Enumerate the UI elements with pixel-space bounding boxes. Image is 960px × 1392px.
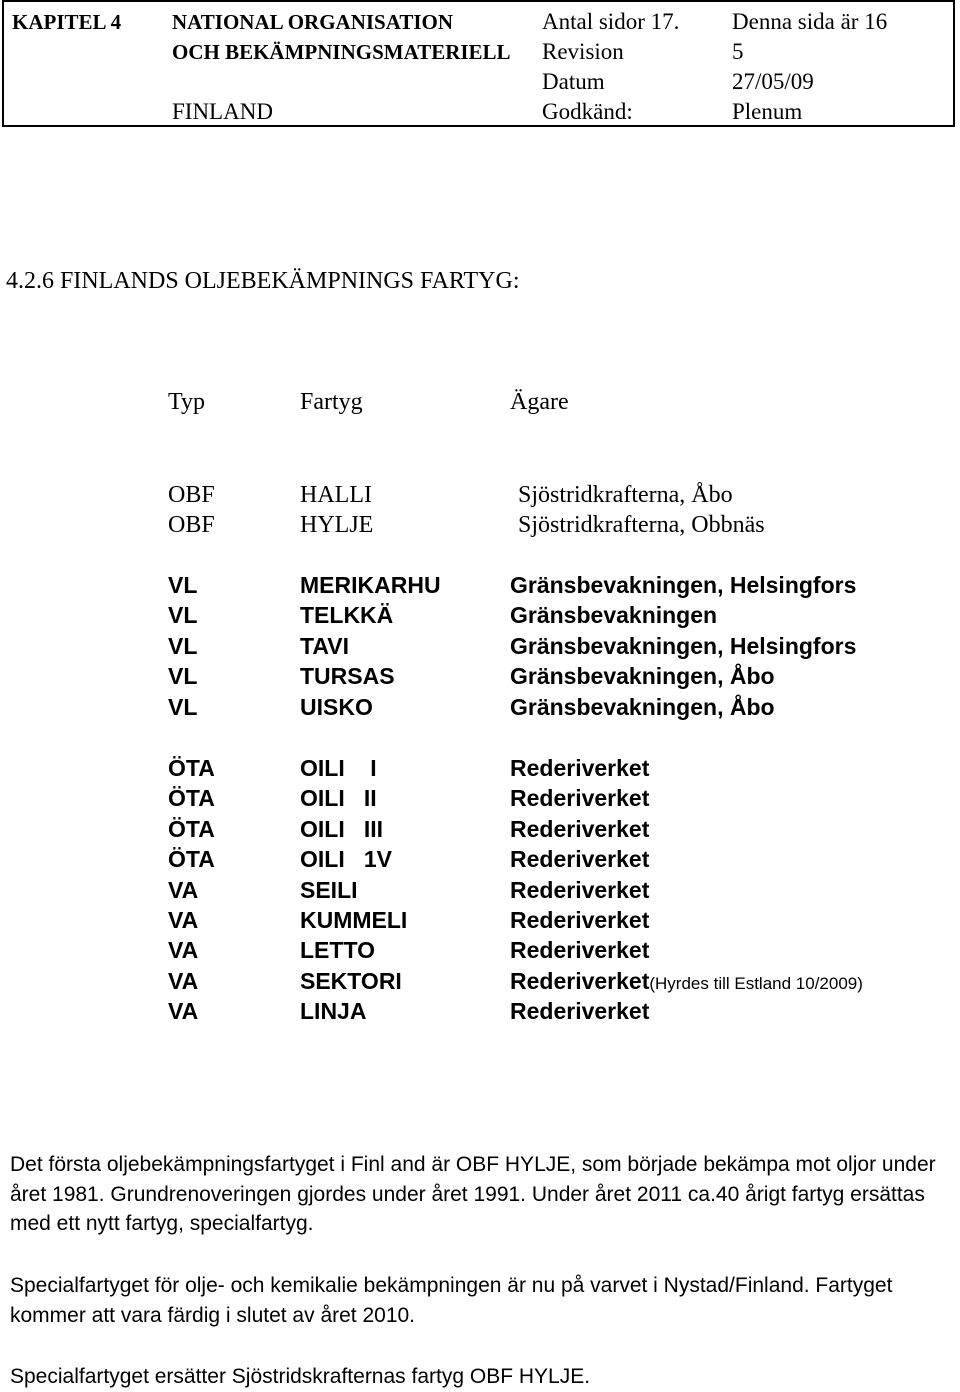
column-header-fartyg: Fartyg: [300, 389, 363, 415]
vessel-owner: Gränsbevakningen, Helsingfors: [510, 632, 857, 659]
vessel-type: VL: [168, 632, 198, 659]
vessel-name: TELKKÄ: [300, 602, 394, 629]
column-header-agare: Ägare: [510, 389, 569, 415]
vessel-owner: Gränsbevakningen, Helsingfors: [510, 572, 857, 598]
vessel-owner: Rederiverket: [510, 998, 650, 1025]
vessel-name: HYLJE: [300, 512, 374, 539]
vessel-type: OBF: [168, 512, 215, 539]
approved-value: Plenum: [732, 99, 803, 124]
vessel-type: VL: [168, 572, 198, 598]
vessel-type: VA: [168, 998, 199, 1025]
date-value: 27/05/09: [732, 69, 814, 94]
table-row: [0, 570, 960, 600]
table-row: [0, 480, 960, 510]
table-row: [0, 600, 960, 630]
vessel-name: LETTO: [300, 937, 375, 964]
vessel-owner: Rederiverket: [510, 755, 650, 781]
vessel-type: VA: [168, 937, 199, 964]
vessel-type: ÖTA: [168, 785, 215, 812]
table-row: [0, 905, 960, 935]
vessel-owner: Rederiverket: [510, 907, 650, 933]
vessel-owner: Sjöstridkrafterna, Åbo: [518, 482, 733, 508]
vessel-name: HALLI: [300, 482, 372, 508]
page-number: Denna sida är 16: [732, 9, 888, 34]
table-row: [0, 996, 960, 1026]
approved-label: Godkänd:: [542, 99, 633, 124]
vessel-type: ÖTA: [168, 755, 215, 781]
vessel-owner: [510, 966, 863, 999]
vessel-type: VL: [168, 602, 198, 629]
document-header: [2, 0, 955, 127]
vessel-name: SEILI: [300, 876, 358, 903]
column-header-typ: Typ: [168, 389, 205, 415]
vessel-owner-text: Rederiverket: [510, 967, 650, 994]
vessel-name: KUMMELI: [300, 907, 408, 933]
vessel-name: OILI 1V: [300, 846, 393, 873]
vessel-name: OILI II: [300, 785, 377, 812]
organisation-line-1: NATIONAL ORGANISATION: [172, 10, 454, 34]
organisation-line-2: OCH BEKÄMPNINGSMATERIELL: [172, 40, 511, 64]
table-row: [0, 631, 960, 661]
revision-value: 5: [732, 39, 744, 64]
vessel-name: OILI I: [300, 755, 377, 781]
vessel-type: ÖTA: [168, 846, 215, 873]
revision-label: Revision: [542, 39, 624, 64]
vessel-name: UISKO: [300, 693, 373, 720]
vessel-owner: Sjöstridkrafterna, Obbnäs: [518, 512, 765, 539]
section-title: 4.2.6 FINLANDS OLJEBEKÄMPNINGS FARTYG:: [6, 268, 520, 294]
date-label: Datum: [542, 69, 605, 94]
vessel-owner: Rederiverket: [510, 937, 650, 964]
vessel-type: VL: [168, 663, 198, 690]
vessel-name: MERIKARHU: [300, 572, 441, 598]
table-row: [0, 875, 960, 905]
table-row: [0, 814, 960, 844]
vessel-owner: Gränsbevakningen, Åbo: [510, 693, 775, 720]
vessel-type: VL: [168, 693, 198, 720]
vessel-name: TURSAS: [300, 663, 395, 690]
paragraph-history: Det första oljebekämpningsfartyget i Finl and är OBF HYLJE, som började bekämpa mot oljor under året 1981. Grundrenoveringen gjordes under året 1991. Under året 2011 ca.40 årigt fartyg ersättas med ett nytt fartyg, specialfartyg.: [10, 1153, 936, 1235]
vessel-type: OBF: [168, 482, 215, 508]
vessel-owner: Rederiverket: [510, 846, 650, 873]
vessel-owner: Rederiverket: [510, 876, 650, 903]
country-label: FINLAND: [172, 99, 273, 124]
paragraph-replacement: Specialfartyget ersätter Sjöstridskrafternas fartyg OBF HYLJE.: [10, 1365, 591, 1388]
table-row: [0, 783, 960, 813]
table-row: [0, 753, 960, 783]
page-count: Antal sidor 17.: [542, 9, 680, 34]
chapter-label: KAPITEL 4: [12, 10, 122, 34]
table-row: [0, 692, 960, 722]
vessel-note: (Hyrdes till Estland 10/2009): [649, 973, 863, 993]
vessel-owner: Rederiverket: [510, 785, 650, 812]
table-row: [0, 844, 960, 874]
vessel-owner: Gränsbevakningen: [510, 602, 718, 629]
vessel-type: VA: [168, 907, 199, 933]
vessel-name: OILI III: [300, 815, 384, 842]
table-row: [0, 966, 960, 996]
vessel-name: LINJA: [300, 998, 367, 1025]
table-row: [0, 661, 960, 691]
paragraph-special-vessel: Specialfartyget för olje- och kemikalie bekämpningen är nu på varvet i Nystad/Finland. Fartyget kommer att vara färdig i slutet av året 2010.: [10, 1274, 893, 1327]
table-row: [0, 935, 960, 965]
vessel-name: SEKTORI: [300, 967, 402, 994]
vessel-type: ÖTA: [168, 815, 215, 842]
vessel-name: TAVI: [300, 632, 349, 659]
vessel-type: VA: [168, 876, 199, 903]
vessel-owner: Gränsbevakningen, Åbo: [510, 663, 775, 690]
vessel-type: VA: [168, 967, 199, 994]
table-row: [0, 510, 960, 540]
vessel-owner: Rederiverket: [510, 815, 650, 842]
